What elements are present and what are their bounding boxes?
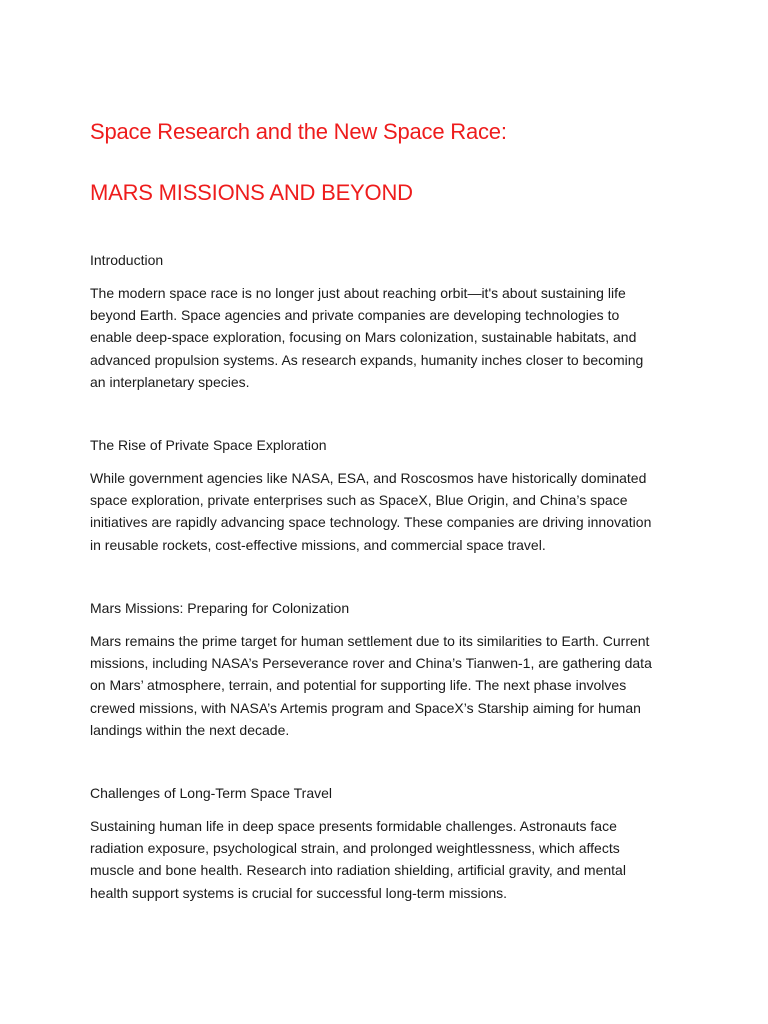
section-private-space-exploration <box>90 435 686 556</box>
section-paragraph <box>90 467 686 556</box>
section-heading: The Rise of Private Space Exploration <box>90 437 327 453</box>
paragraph-line: landings within the next decade. <box>90 721 290 738</box>
document-subtitle: MARS MISSIONS AND BEYOND <box>90 180 413 205</box>
paragraph-line: enable deep-space exploration, focusing on Mars colonization, sustainable habitats, and <box>90 329 637 346</box>
paragraph-line: space exploration, private enterprises such as SpaceX, Blue Origin, and China’s space <box>90 492 628 509</box>
paragraph-line: an interplanetary species. <box>90 373 250 390</box>
section-heading: Challenges of Long-Term Space Travel <box>90 785 333 801</box>
document-title: Space Research and the New Space Race: <box>90 119 507 144</box>
paragraph-line: on Mars’ atmosphere, terrain, and potential for supporting life. The next phase involves <box>90 677 627 694</box>
paragraph-line: health support systems is crucial for successful long-term missions. <box>90 884 508 901</box>
section-paragraph <box>90 282 686 393</box>
paragraph-line: advanced propulsion systems. As research expands, humanity inches closer to becoming <box>90 351 644 368</box>
section-heading: Mars Missions: Preparing for Colonization <box>90 600 350 616</box>
paragraph-line: Mars remains the prime target for human settlement due to its similarities to Earth. Current <box>90 633 650 649</box>
section-introduction <box>90 250 686 393</box>
paragraph-line: While government agencies like NASA, ESA, and Roscosmos have historically dominated <box>90 470 647 486</box>
section-paragraph <box>90 630 686 741</box>
paragraph-line: muscle and bone health. Research into radiation shielding, artificial gravity, and mental <box>90 862 626 879</box>
section-paragraph <box>90 815 686 904</box>
section-mars-missions <box>90 598 686 741</box>
section-heading: Introduction <box>90 252 164 268</box>
paragraph-line: Sustaining human life in deep space presents formidable challenges. Astronauts face <box>90 818 617 834</box>
section-long-term-challenges <box>90 783 686 904</box>
paragraph-line: beyond Earth. Space agencies and private companies are developing technologies to <box>90 307 620 324</box>
paragraph-line: in reusable rockets, cost-effective missions, and commercial space travel. <box>90 536 546 553</box>
paragraph-line: crewed missions, with NASA’s Artemis program and SpaceX’s Starship aiming for human <box>90 699 641 716</box>
paragraph-line: The modern space race is no longer just about reaching orbit—it's about sustaining life <box>90 285 626 301</box>
paragraph-line: radiation exposure, psychological strain, and prolonged weightlessness, which affects <box>90 840 620 857</box>
paragraph-line: missions, including NASA’s Perseverance rover and China’s Tianwen-1, are gathering data <box>90 655 652 672</box>
paragraph-line: initiatives are rapidly advancing space technology. These companies are driving innovation <box>90 514 652 531</box>
